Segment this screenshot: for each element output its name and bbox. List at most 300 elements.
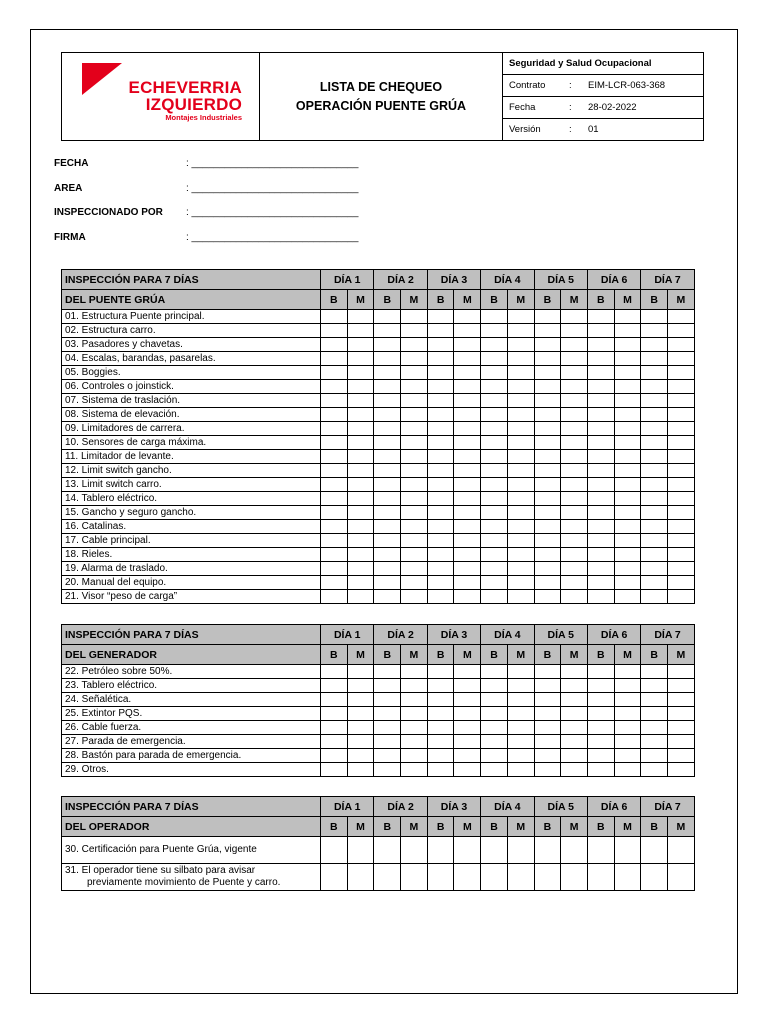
check-cell[interactable] [561, 749, 588, 763]
check-cell[interactable] [401, 721, 428, 735]
check-cell[interactable] [668, 665, 695, 679]
check-cell[interactable] [587, 366, 614, 380]
check-cell[interactable] [641, 665, 668, 679]
check-cell[interactable] [534, 590, 561, 604]
check-cell[interactable] [347, 864, 374, 891]
check-cell[interactable] [481, 665, 508, 679]
check-cell[interactable] [668, 506, 695, 520]
check-cell[interactable] [427, 324, 454, 338]
check-cell[interactable] [561, 520, 588, 534]
check-cell[interactable] [668, 464, 695, 478]
check-cell[interactable] [507, 590, 534, 604]
check-cell[interactable] [427, 394, 454, 408]
check-cell[interactable] [321, 506, 348, 520]
field-line[interactable]: : ______________________________ [186, 231, 359, 243]
check-cell[interactable] [321, 520, 348, 534]
check-cell[interactable] [374, 735, 401, 749]
check-cell[interactable] [401, 352, 428, 366]
check-cell[interactable] [454, 534, 481, 548]
check-cell[interactable] [401, 763, 428, 777]
check-cell[interactable] [507, 520, 534, 534]
check-cell[interactable] [321, 338, 348, 352]
check-cell[interactable] [454, 422, 481, 436]
check-cell[interactable] [534, 506, 561, 520]
check-cell[interactable] [668, 436, 695, 450]
check-cell[interactable] [454, 576, 481, 590]
check-cell[interactable] [481, 520, 508, 534]
check-cell[interactable] [507, 478, 534, 492]
check-cell[interactable] [561, 721, 588, 735]
check-cell[interactable] [668, 380, 695, 394]
check-cell[interactable] [454, 338, 481, 352]
check-cell[interactable] [321, 548, 348, 562]
check-cell[interactable] [374, 534, 401, 548]
check-cell[interactable] [321, 590, 348, 604]
check-cell[interactable] [374, 450, 401, 464]
check-cell[interactable] [427, 366, 454, 380]
check-cell[interactable] [641, 763, 668, 777]
check-cell[interactable] [454, 478, 481, 492]
check-cell[interactable] [347, 763, 374, 777]
check-cell[interactable] [641, 366, 668, 380]
check-cell[interactable] [401, 422, 428, 436]
check-cell[interactable] [481, 478, 508, 492]
check-cell[interactable] [454, 492, 481, 506]
check-cell[interactable] [507, 380, 534, 394]
check-cell[interactable] [321, 352, 348, 366]
check-cell[interactable] [614, 464, 641, 478]
check-cell[interactable] [481, 324, 508, 338]
check-cell[interactable] [374, 380, 401, 394]
check-cell[interactable] [614, 590, 641, 604]
check-cell[interactable] [534, 763, 561, 777]
check-cell[interactable] [534, 450, 561, 464]
check-cell[interactable] [347, 590, 374, 604]
check-cell[interactable] [534, 749, 561, 763]
check-cell[interactable] [347, 324, 374, 338]
check-cell[interactable] [561, 380, 588, 394]
check-cell[interactable] [534, 436, 561, 450]
check-cell[interactable] [587, 520, 614, 534]
check-cell[interactable] [347, 394, 374, 408]
check-cell[interactable] [561, 864, 588, 891]
check-cell[interactable] [454, 665, 481, 679]
check-cell[interactable] [401, 707, 428, 721]
check-cell[interactable] [427, 693, 454, 707]
check-cell[interactable] [507, 394, 534, 408]
check-cell[interactable] [427, 562, 454, 576]
check-cell[interactable] [614, 749, 641, 763]
check-cell[interactable] [587, 707, 614, 721]
check-cell[interactable] [347, 665, 374, 679]
check-cell[interactable] [347, 837, 374, 864]
check-cell[interactable] [401, 864, 428, 891]
check-cell[interactable] [668, 576, 695, 590]
check-cell[interactable] [401, 837, 428, 864]
check-cell[interactable] [454, 837, 481, 864]
check-cell[interactable] [454, 590, 481, 604]
check-cell[interactable] [347, 548, 374, 562]
check-cell[interactable] [507, 506, 534, 520]
check-cell[interactable] [427, 749, 454, 763]
check-cell[interactable] [614, 735, 641, 749]
field-firma[interactable] [54, 232, 414, 257]
check-cell[interactable] [668, 749, 695, 763]
check-cell[interactable] [587, 679, 614, 693]
check-cell[interactable] [427, 534, 454, 548]
check-cell[interactable] [347, 408, 374, 422]
check-cell[interactable] [321, 693, 348, 707]
check-cell[interactable] [427, 464, 454, 478]
check-cell[interactable] [534, 464, 561, 478]
check-cell[interactable] [347, 450, 374, 464]
check-cell[interactable] [427, 837, 454, 864]
check-cell[interactable] [427, 548, 454, 562]
check-cell[interactable] [534, 394, 561, 408]
check-cell[interactable] [454, 380, 481, 394]
check-cell[interactable] [561, 408, 588, 422]
check-cell[interactable] [587, 436, 614, 450]
check-cell[interactable] [561, 590, 588, 604]
check-cell[interactable] [347, 506, 374, 520]
check-cell[interactable] [321, 735, 348, 749]
check-cell[interactable] [481, 310, 508, 324]
check-cell[interactable] [347, 693, 374, 707]
check-cell[interactable] [561, 352, 588, 366]
check-cell[interactable] [321, 310, 348, 324]
check-cell[interactable] [587, 590, 614, 604]
check-cell[interactable] [321, 562, 348, 576]
check-cell[interactable] [641, 562, 668, 576]
check-cell[interactable] [454, 548, 481, 562]
check-cell[interactable] [454, 721, 481, 735]
check-cell[interactable] [347, 562, 374, 576]
check-cell[interactable] [321, 837, 348, 864]
check-cell[interactable] [481, 380, 508, 394]
check-cell[interactable] [427, 436, 454, 450]
check-cell[interactable] [374, 506, 401, 520]
check-cell[interactable] [427, 506, 454, 520]
check-cell[interactable] [401, 366, 428, 380]
check-cell[interactable] [374, 693, 401, 707]
check-cell[interactable] [614, 380, 641, 394]
check-cell[interactable] [534, 707, 561, 721]
check-cell[interactable] [507, 338, 534, 352]
check-cell[interactable] [347, 576, 374, 590]
check-cell[interactable] [507, 837, 534, 864]
check-cell[interactable] [561, 338, 588, 352]
check-cell[interactable] [507, 665, 534, 679]
check-cell[interactable] [614, 478, 641, 492]
check-cell[interactable] [321, 492, 348, 506]
check-cell[interactable] [481, 534, 508, 548]
check-cell[interactable] [347, 366, 374, 380]
check-cell[interactable] [321, 864, 348, 891]
check-cell[interactable] [641, 380, 668, 394]
check-cell[interactable] [481, 408, 508, 422]
check-cell[interactable] [641, 576, 668, 590]
check-cell[interactable] [347, 478, 374, 492]
check-cell[interactable] [481, 506, 508, 520]
check-cell[interactable] [507, 352, 534, 366]
check-cell[interactable] [374, 492, 401, 506]
check-cell[interactable] [374, 665, 401, 679]
check-cell[interactable] [374, 548, 401, 562]
check-cell[interactable] [668, 394, 695, 408]
check-cell[interactable] [507, 721, 534, 735]
check-cell[interactable] [321, 436, 348, 450]
check-cell[interactable] [507, 310, 534, 324]
check-cell[interactable] [481, 366, 508, 380]
check-cell[interactable] [481, 864, 508, 891]
check-cell[interactable] [454, 749, 481, 763]
check-cell[interactable] [321, 366, 348, 380]
check-cell[interactable] [481, 422, 508, 436]
check-cell[interactable] [347, 534, 374, 548]
check-cell[interactable] [641, 310, 668, 324]
check-cell[interactable] [454, 394, 481, 408]
check-cell[interactable] [507, 464, 534, 478]
check-cell[interactable] [587, 721, 614, 735]
check-cell[interactable] [321, 324, 348, 338]
check-cell[interactable] [401, 324, 428, 338]
check-cell[interactable] [587, 352, 614, 366]
check-cell[interactable] [374, 436, 401, 450]
check-cell[interactable] [641, 338, 668, 352]
check-cell[interactable] [321, 721, 348, 735]
check-cell[interactable] [641, 864, 668, 891]
check-cell[interactable] [534, 679, 561, 693]
check-cell[interactable] [641, 478, 668, 492]
check-cell[interactable] [587, 408, 614, 422]
check-cell[interactable] [561, 422, 588, 436]
check-cell[interactable] [561, 576, 588, 590]
check-cell[interactable] [561, 366, 588, 380]
check-cell[interactable] [401, 679, 428, 693]
check-cell[interactable] [641, 436, 668, 450]
check-cell[interactable] [587, 665, 614, 679]
check-cell[interactable] [454, 763, 481, 777]
check-cell[interactable] [401, 548, 428, 562]
check-cell[interactable] [427, 492, 454, 506]
check-cell[interactable] [587, 534, 614, 548]
check-cell[interactable] [427, 590, 454, 604]
check-cell[interactable] [321, 464, 348, 478]
check-cell[interactable] [614, 534, 641, 548]
field-fecha[interactable] [54, 158, 414, 183]
check-cell[interactable] [534, 548, 561, 562]
check-cell[interactable] [427, 352, 454, 366]
check-cell[interactable] [507, 576, 534, 590]
check-cell[interactable] [401, 478, 428, 492]
check-cell[interactable] [427, 735, 454, 749]
check-cell[interactable] [347, 707, 374, 721]
check-cell[interactable] [454, 450, 481, 464]
check-cell[interactable] [427, 721, 454, 735]
check-cell[interactable] [534, 576, 561, 590]
check-cell[interactable] [321, 422, 348, 436]
check-cell[interactable] [614, 338, 641, 352]
check-cell[interactable] [481, 492, 508, 506]
check-cell[interactable] [507, 749, 534, 763]
check-cell[interactable] [401, 534, 428, 548]
check-cell[interactable] [561, 492, 588, 506]
check-cell[interactable] [587, 338, 614, 352]
check-cell[interactable] [507, 864, 534, 891]
check-cell[interactable] [561, 506, 588, 520]
check-cell[interactable] [668, 422, 695, 436]
check-cell[interactable] [374, 590, 401, 604]
check-cell[interactable] [614, 864, 641, 891]
check-cell[interactable] [507, 450, 534, 464]
check-cell[interactable] [401, 749, 428, 763]
check-cell[interactable] [641, 679, 668, 693]
check-cell[interactable] [401, 450, 428, 464]
check-cell[interactable] [374, 324, 401, 338]
check-cell[interactable] [481, 679, 508, 693]
check-cell[interactable] [401, 338, 428, 352]
check-cell[interactable] [534, 422, 561, 436]
check-cell[interactable] [561, 324, 588, 338]
check-cell[interactable] [561, 478, 588, 492]
check-cell[interactable] [427, 707, 454, 721]
check-cell[interactable] [374, 576, 401, 590]
check-cell[interactable] [668, 735, 695, 749]
check-cell[interactable] [347, 380, 374, 394]
check-cell[interactable] [614, 837, 641, 864]
check-cell[interactable] [454, 707, 481, 721]
check-cell[interactable] [561, 735, 588, 749]
check-cell[interactable] [374, 394, 401, 408]
check-cell[interactable] [481, 436, 508, 450]
check-cell[interactable] [668, 366, 695, 380]
check-cell[interactable] [587, 693, 614, 707]
check-cell[interactable] [641, 837, 668, 864]
check-cell[interactable] [668, 324, 695, 338]
check-cell[interactable] [321, 665, 348, 679]
check-cell[interactable] [347, 520, 374, 534]
check-cell[interactable] [454, 693, 481, 707]
check-cell[interactable] [668, 763, 695, 777]
check-cell[interactable] [641, 721, 668, 735]
check-cell[interactable] [561, 763, 588, 777]
check-cell[interactable] [454, 324, 481, 338]
check-cell[interactable] [427, 450, 454, 464]
check-cell[interactable] [614, 763, 641, 777]
check-cell[interactable] [534, 735, 561, 749]
check-cell[interactable] [587, 324, 614, 338]
check-cell[interactable] [374, 679, 401, 693]
check-cell[interactable] [374, 520, 401, 534]
check-cell[interactable] [561, 436, 588, 450]
field-inspeccionado[interactable] [54, 207, 414, 232]
check-cell[interactable] [534, 408, 561, 422]
check-cell[interactable] [534, 478, 561, 492]
check-cell[interactable] [641, 324, 668, 338]
check-cell[interactable] [641, 590, 668, 604]
check-cell[interactable] [668, 837, 695, 864]
check-cell[interactable] [587, 310, 614, 324]
check-cell[interactable] [481, 735, 508, 749]
check-cell[interactable] [427, 576, 454, 590]
check-cell[interactable] [321, 408, 348, 422]
check-cell[interactable] [641, 520, 668, 534]
check-cell[interactable] [347, 436, 374, 450]
check-cell[interactable] [481, 548, 508, 562]
check-cell[interactable] [614, 693, 641, 707]
check-cell[interactable] [401, 380, 428, 394]
check-cell[interactable] [321, 380, 348, 394]
check-cell[interactable] [561, 707, 588, 721]
check-cell[interactable] [374, 562, 401, 576]
check-cell[interactable] [561, 450, 588, 464]
check-cell[interactable] [534, 380, 561, 394]
check-cell[interactable] [321, 534, 348, 548]
check-cell[interactable] [427, 310, 454, 324]
check-cell[interactable] [534, 665, 561, 679]
check-cell[interactable] [561, 534, 588, 548]
check-cell[interactable] [347, 338, 374, 352]
check-cell[interactable] [587, 763, 614, 777]
check-cell[interactable] [321, 707, 348, 721]
check-cell[interactable] [587, 837, 614, 864]
check-cell[interactable] [454, 464, 481, 478]
check-cell[interactable] [454, 310, 481, 324]
check-cell[interactable] [427, 679, 454, 693]
check-cell[interactable] [614, 394, 641, 408]
check-cell[interactable] [614, 679, 641, 693]
check-cell[interactable] [641, 534, 668, 548]
check-cell[interactable] [401, 665, 428, 679]
check-cell[interactable] [668, 679, 695, 693]
check-cell[interactable] [401, 408, 428, 422]
check-cell[interactable] [347, 352, 374, 366]
check-cell[interactable] [481, 763, 508, 777]
check-cell[interactable] [668, 408, 695, 422]
check-cell[interactable] [534, 837, 561, 864]
check-cell[interactable] [347, 735, 374, 749]
check-cell[interactable] [668, 310, 695, 324]
check-cell[interactable] [401, 492, 428, 506]
check-cell[interactable] [561, 837, 588, 864]
check-cell[interactable] [374, 310, 401, 324]
check-cell[interactable] [614, 408, 641, 422]
check-cell[interactable] [641, 735, 668, 749]
check-cell[interactable] [454, 506, 481, 520]
check-cell[interactable] [614, 506, 641, 520]
check-cell[interactable] [401, 310, 428, 324]
check-cell[interactable] [614, 436, 641, 450]
check-cell[interactable] [614, 352, 641, 366]
check-cell[interactable] [587, 492, 614, 506]
check-cell[interactable] [507, 763, 534, 777]
check-cell[interactable] [481, 562, 508, 576]
check-cell[interactable] [534, 721, 561, 735]
check-cell[interactable] [668, 707, 695, 721]
check-cell[interactable] [374, 478, 401, 492]
check-cell[interactable] [561, 310, 588, 324]
check-cell[interactable] [481, 837, 508, 864]
check-cell[interactable] [374, 721, 401, 735]
check-cell[interactable] [614, 721, 641, 735]
check-cell[interactable] [587, 548, 614, 562]
check-cell[interactable] [347, 492, 374, 506]
check-cell[interactable] [668, 478, 695, 492]
check-cell[interactable] [587, 450, 614, 464]
check-cell[interactable] [374, 422, 401, 436]
check-cell[interactable] [481, 450, 508, 464]
check-cell[interactable] [587, 576, 614, 590]
